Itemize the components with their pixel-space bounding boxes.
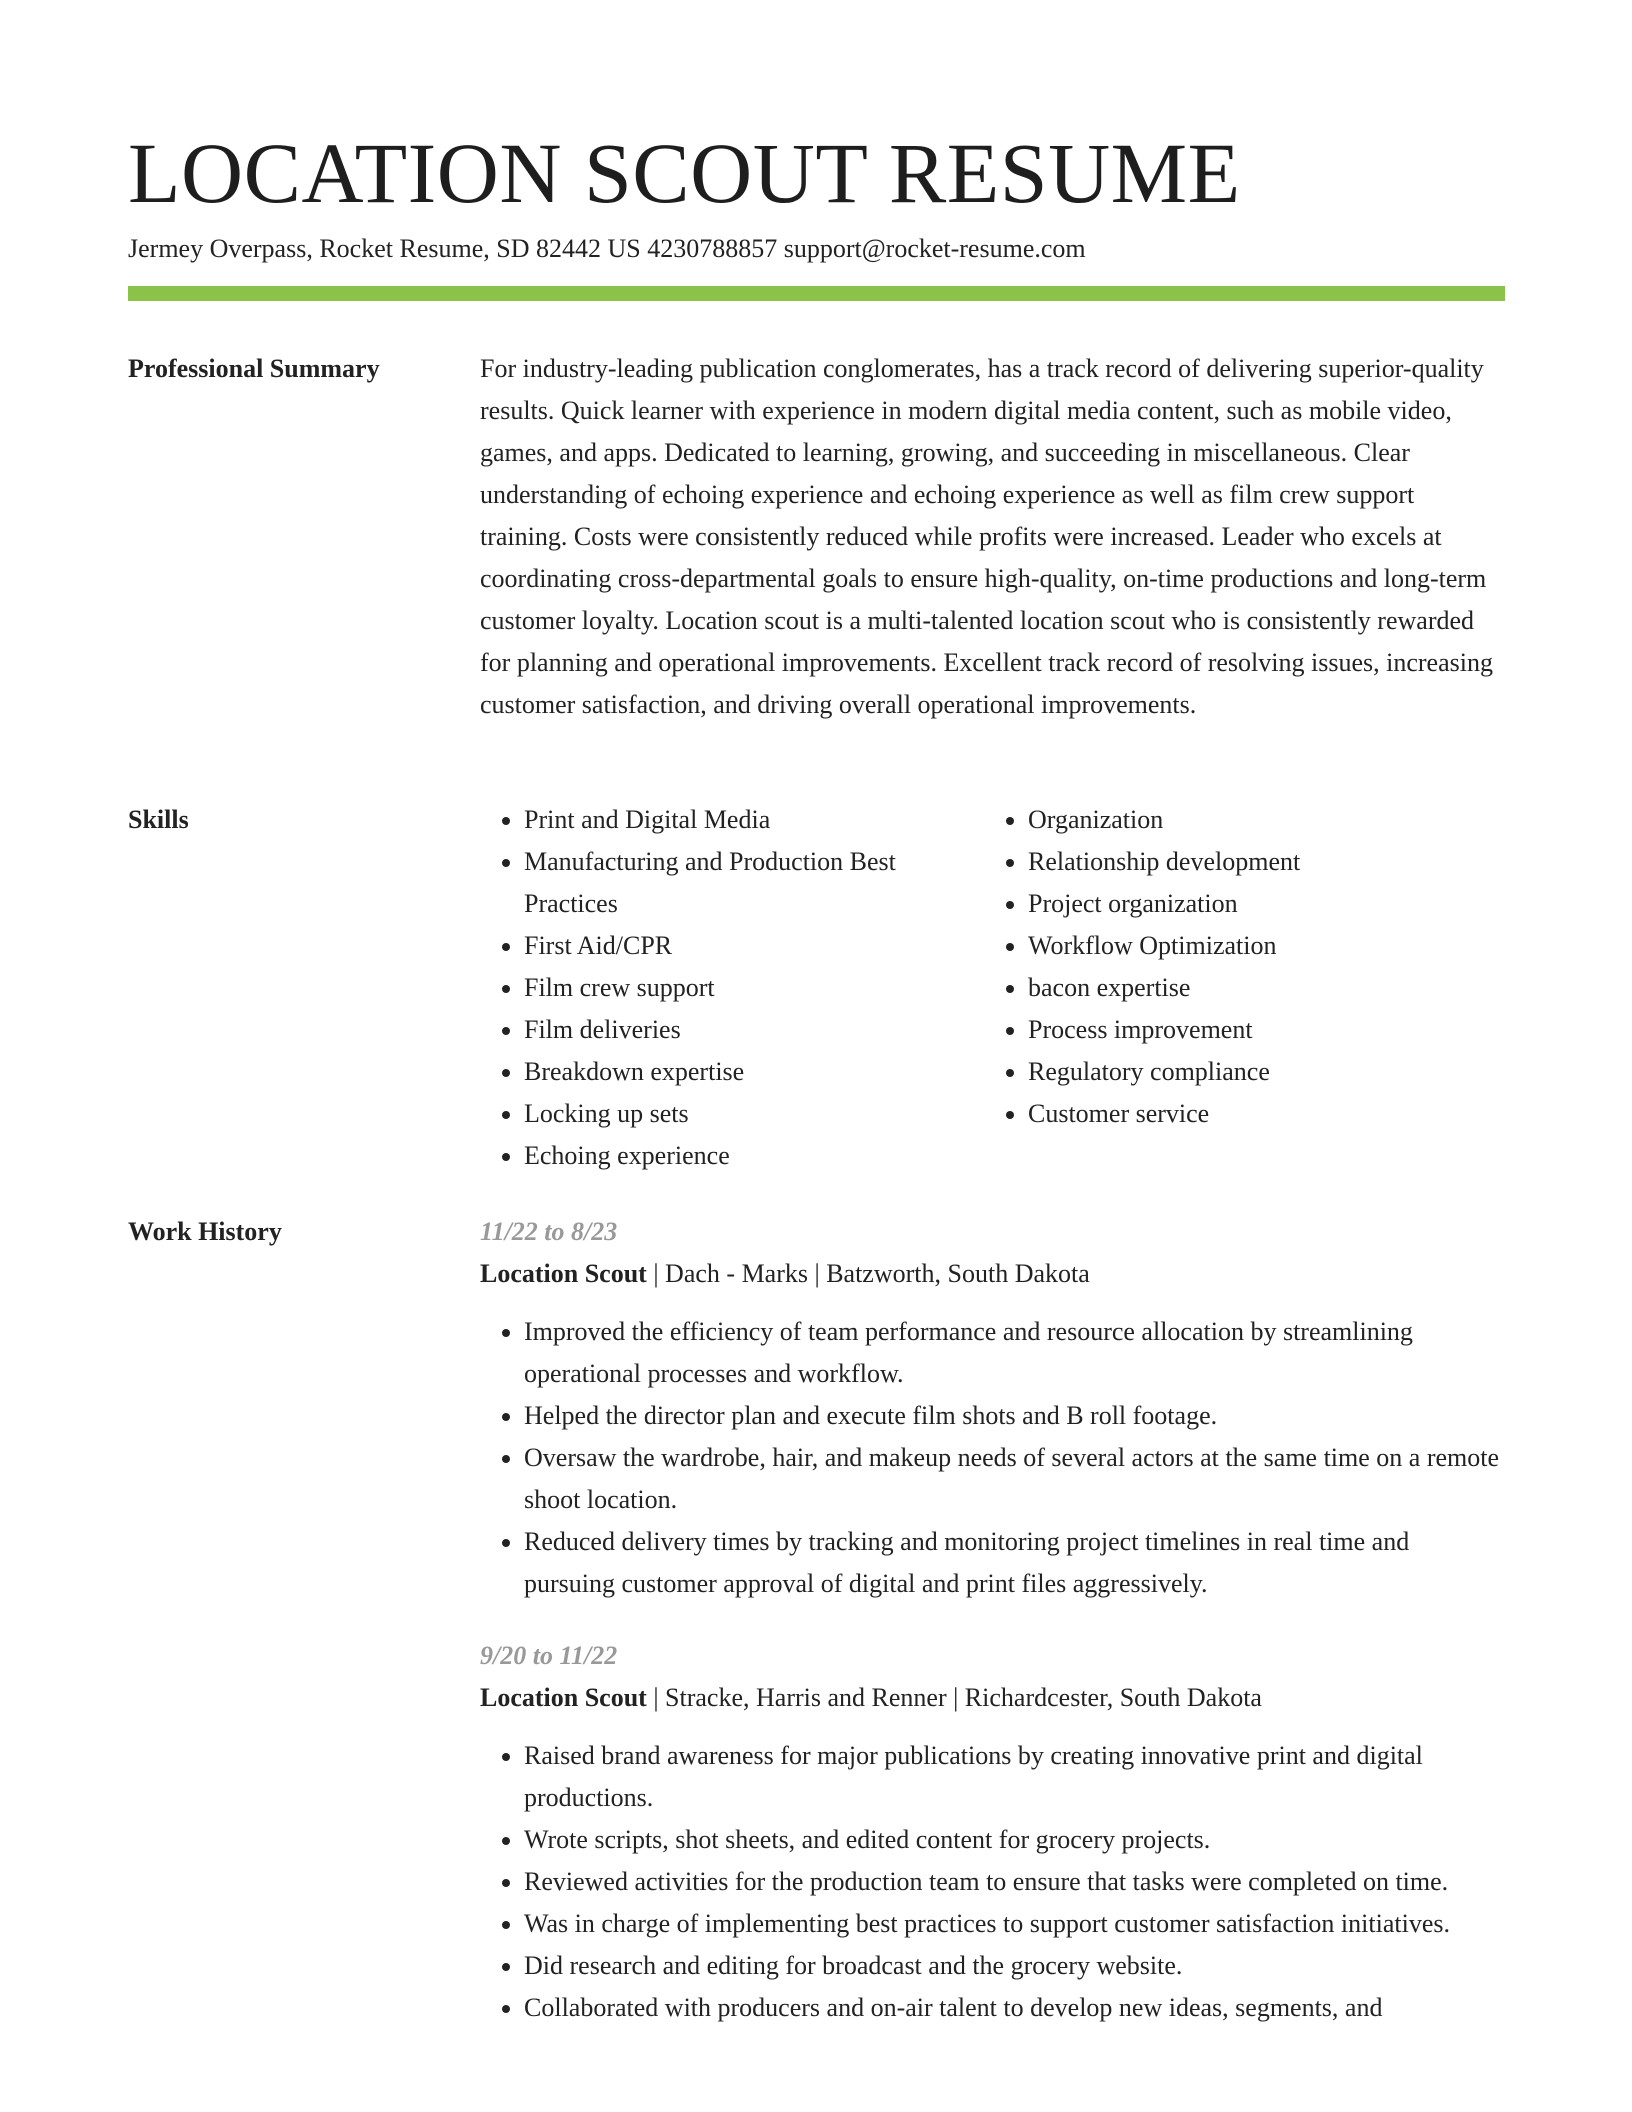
work-history-body [480, 1211, 1505, 2059]
job-bullet: • Improved the efficiency of team performance and resource allocation by streamlining operational processes and workflow. [524, 1311, 1505, 1395]
skill-item: • Film deliveries [524, 1009, 984, 1051]
job-bullet: • Reviewed activities for the production team to ensure that tasks were completed on time. [524, 1861, 1505, 1903]
job-dates: 11/22 to 8/23 [480, 1217, 618, 1246]
skill-item: • Relationship development [1028, 841, 1505, 883]
skill-item: • Organization [1028, 799, 1505, 841]
skill-item: • Breakdown expertise [524, 1051, 984, 1093]
job-entry [480, 1635, 1505, 2029]
skill-item: • Locking up sets [524, 1093, 984, 1135]
skills-label: Skills [128, 805, 189, 834]
job-role: Location Scout [480, 1259, 647, 1288]
job-title-line [480, 1253, 1505, 1295]
skill-item: • Project organization [1028, 883, 1505, 925]
skills-column-left [480, 799, 984, 1177]
skill-item: • Print and Digital Media [524, 799, 984, 841]
resume-title: LOCATION SCOUT RESUME [128, 125, 1241, 221]
job-title-line [480, 1677, 1505, 1719]
skill-item: • Customer service [1028, 1093, 1505, 1135]
job-bullet: • Wrote scripts, shot sheets, and edited content for grocery projects. [524, 1819, 1505, 1861]
skill-item: • Process improvement [1028, 1009, 1505, 1051]
skill-item: • Regulatory compliance [1028, 1051, 1505, 1093]
job-bullet: • Did research and editing for broadcast and the grocery website. [524, 1945, 1505, 1987]
skills-column-right [984, 799, 1505, 1177]
job-bullet: • Oversaw the wardrobe, hair, and makeup needs of several actors at the same time on a remote shoot location. [524, 1437, 1505, 1521]
job-entry [480, 1211, 1505, 1605]
skill-item: • Film crew support [524, 967, 984, 1009]
job-bullet-list [480, 1735, 1505, 2029]
summary-text: For industry-leading publication conglomerates, has a track record of delivering superior-quality results. Quick learner with experience in modern digital media content, such as mobile video, games, and apps. Dedicated to learning, growing, and succeeding in miscellaneous. Clear understanding of echoing experience and echoing experience as well as film crew support training. Costs were consistently reduced while profits were increased. Leader who excels at coordinating cross-departmental goals to ensure high-quality, on-time productions and long-term customer loyalty. Location scout is a multi-talented location scout who is consistently rewarded for planning and operational improvements. Excellent track record of resolving issues, increasing customer satisfaction, and driving overall operational improvements. [480, 354, 1493, 719]
skill-item: • Manufacturing and Production Best Practices [524, 841, 984, 925]
job-bullet: • Raised brand awareness for major publications by creating innovative print and digital productions. [524, 1735, 1505, 1819]
summary-label: Professional Summary [128, 354, 380, 383]
skills-list-right [984, 799, 1505, 1135]
skill-item: • First Aid/CPR [524, 925, 984, 967]
skill-item: • Workflow Optimization [1028, 925, 1505, 967]
skills-list-left [480, 799, 984, 1177]
skills-body [480, 799, 1505, 1177]
skill-item: • bacon expertise [1028, 967, 1505, 1009]
contact-line: Jermey Overpass, Rocket Resume, SD 82442 US 4230788857 support@rocket-resume.com [128, 234, 1086, 263]
job-bullet: • Reduced delivery times by tracking and monitoring project timelines in real time and pursuing customer approval of digital and print files aggressively. [524, 1521, 1505, 1605]
accent-divider [128, 286, 1505, 301]
job-details: | Stracke, Harris and Renner | Richardcester, South Dakota [646, 1683, 1262, 1712]
work-history-label: Work History [128, 1217, 282, 1246]
summary-body [480, 348, 1505, 726]
skill-item: • Echoing experience [524, 1135, 984, 1177]
job-details: | Dach - Marks | Batzworth, South Dakota [646, 1259, 1090, 1288]
job-bullet: • Was in charge of implementing best practices to support customer satisfaction initiatives. [524, 1903, 1505, 1945]
job-bullet-list [480, 1311, 1505, 1605]
job-bullet: • Helped the director plan and execute film shots and B roll footage. [524, 1395, 1505, 1437]
job-role: Location Scout [480, 1683, 647, 1712]
job-bullet: • Collaborated with producers and on-air talent to develop new ideas, segments, and [524, 1987, 1505, 2029]
job-dates: 9/20 to 11/22 [480, 1641, 618, 1670]
